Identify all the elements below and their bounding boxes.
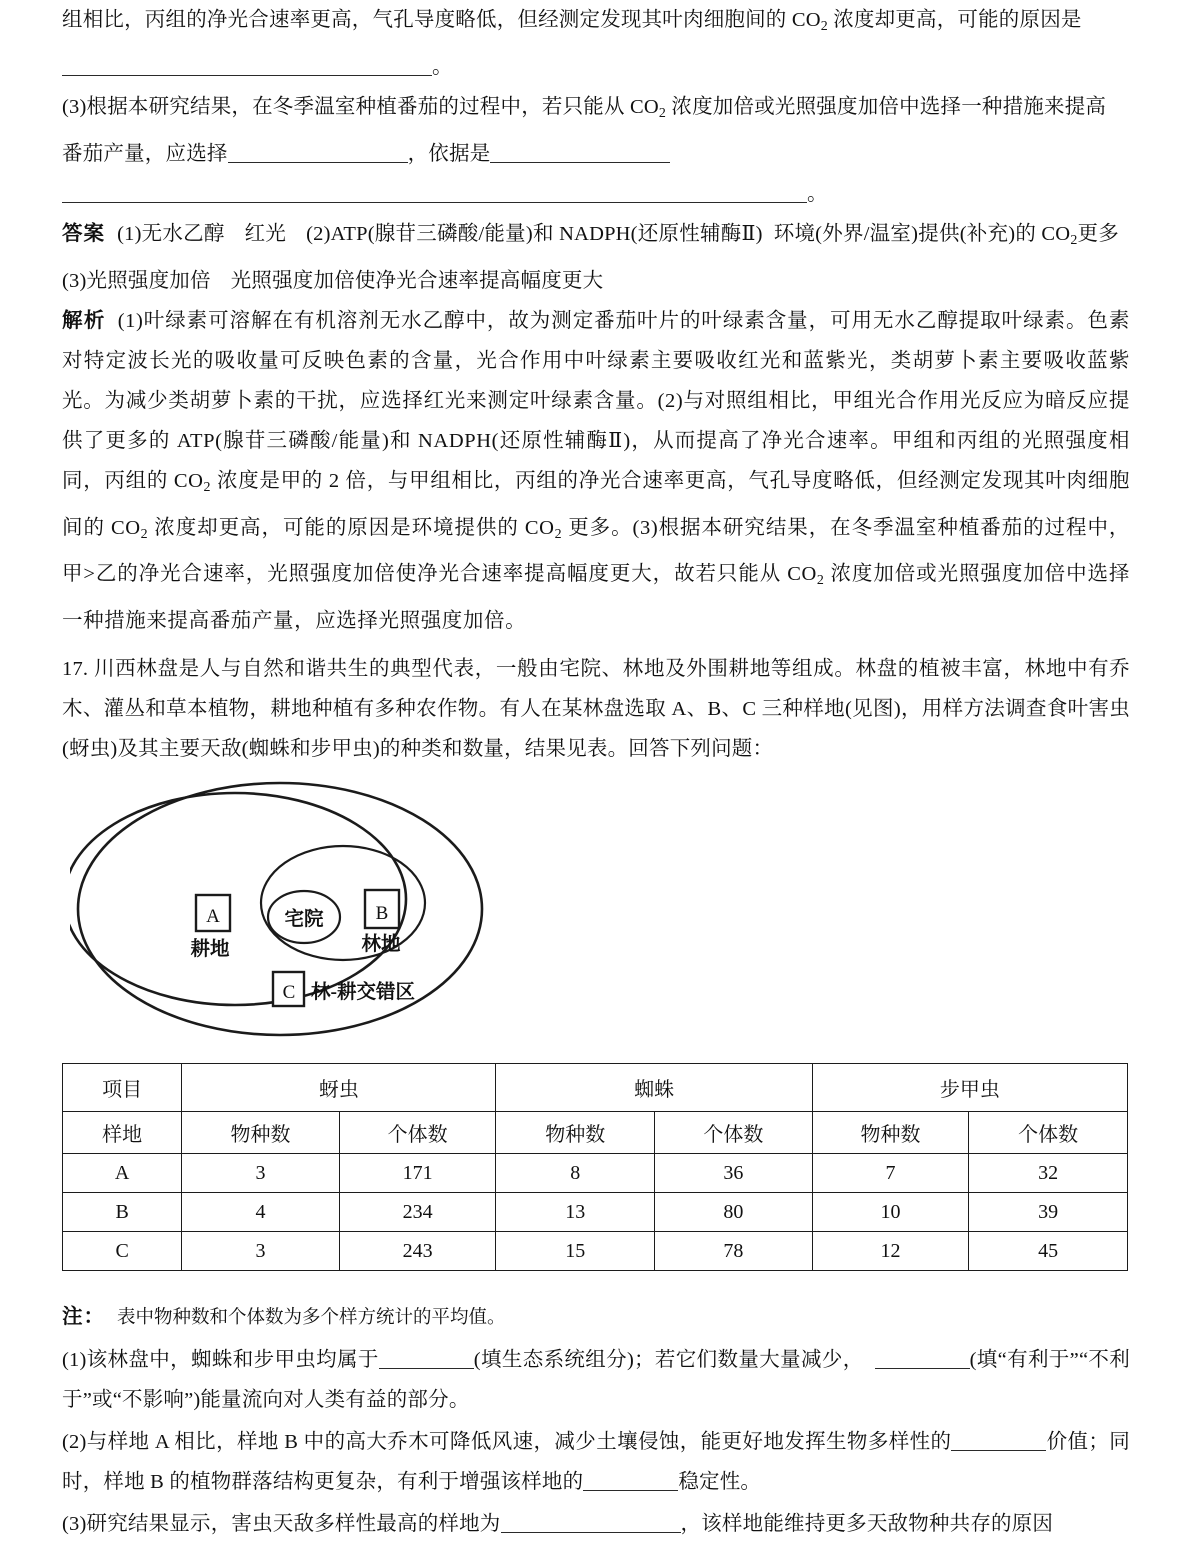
middle-ellipse-transition-zone (70, 793, 406, 1005)
caption-homestead: 宅院 (284, 909, 324, 931)
subq1-text-1: (1)该林盘中，蜘蛛和步甲虫均属于 (62, 1349, 379, 1372)
header-spider: 蜘蛛 (496, 1064, 812, 1112)
answer-blank-line-1 (62, 47, 1130, 87)
fill-blank[interactable] (501, 1515, 681, 1533)
cell-value: 78 (655, 1232, 813, 1271)
fill-blank[interactable] (228, 145, 408, 163)
cell-value: 45 (969, 1232, 1128, 1271)
cell-value: 4 (182, 1193, 340, 1232)
table-note (62, 1297, 1130, 1338)
table-row (63, 1193, 1128, 1232)
survey-data-table (62, 1063, 1128, 1271)
label-c: C (282, 982, 296, 1004)
q3-text-1: (3)根据本研究结果，在冬季温室种植番茄的过程中，若只能从 CO (62, 95, 659, 118)
cell-site: B (63, 1193, 182, 1232)
question-3-paragraph (62, 87, 1130, 134)
header-aphid: 蚜虫 (182, 1064, 496, 1112)
subq3-text-1: (3)研究结果显示，害虫天敌多样性最高的样地为 (62, 1513, 501, 1536)
cell-value: 32 (969, 1154, 1128, 1193)
analysis-section (62, 301, 1130, 642)
analysis-label: 解析 (62, 309, 106, 332)
note-text: 表中物种数和个体数为多个样方统计的平均值。 (117, 1308, 506, 1329)
table-sub-header-row (63, 1112, 1128, 1154)
subquestion-3 (62, 1504, 1130, 1544)
subq2-text-1: (2)与样地 A 相比，样地 B 中的高大乔木可降低风速，减少土壤侵蚀，能更好地发挥生物多样性的 (62, 1431, 952, 1454)
cell-value: 171 (339, 1154, 496, 1193)
linpan-diagram (62, 769, 1130, 1061)
cell-value: 243 (339, 1232, 496, 1271)
analysis-text-4: 更多。(3)根据本研究结果，在冬季温室种植番茄的过程中，甲>乙的净光合速率，光照强度加倍使净光合速率提高幅度更大，故若只能从 CO (62, 516, 1131, 586)
subheader-spider-individuals: 个体数 (655, 1112, 813, 1154)
caption-woodland: 林地 (361, 934, 401, 956)
co2-subscript-5: 2 (140, 526, 149, 542)
question-17-stem: 17. 川西林盘是人与自然和谐共生的典型代表，一般由宅院、林地及外围耕地等组成。林盘的植被丰富，林地中有乔木、灌丛和草本植物，耕地种植有多种农作物。有人在某林盘选取 A、B、C 三种样地(见图)，用样方法调查食叶害虫(蚜虫)及其主要天敌(蜘蛛和步甲虫)的种类和数量，结果见表。回答下列问题： (62, 658, 1130, 761)
page-content (62, 0, 1130, 1544)
answer-seg-2: 红光 (244, 222, 287, 245)
question-3-blanks-line (62, 134, 1130, 174)
note-label: 注： (62, 1306, 105, 1329)
carryover-text-2: 浓度却更高，可能的原因是 (827, 9, 1082, 31)
answer-seg-7: 光照强度加倍使净光合速率提高幅度更大 (230, 269, 604, 292)
label-b: B (375, 903, 389, 925)
header-ground-beetle: 步甲虫 (812, 1064, 1127, 1112)
table-row (63, 1154, 1128, 1193)
co2-subscript-2: 2 (658, 105, 667, 121)
period-2: 。 (807, 182, 828, 205)
header-item: 项目 (63, 1064, 182, 1112)
cell-value: 234 (339, 1193, 496, 1232)
period-1: 。 (432, 55, 453, 78)
cell-value: 7 (812, 1154, 969, 1193)
cell-value: 12 (812, 1232, 969, 1271)
subq2-text-3: 稳定性。 (678, 1471, 762, 1494)
label-a: A (206, 906, 220, 928)
answer-blank-line-2 (62, 174, 1130, 214)
cell-value: 10 (812, 1193, 969, 1232)
cell-value: 13 (496, 1193, 655, 1232)
q3-text-4: ，依据是 (407, 142, 491, 165)
cell-site: A (63, 1154, 182, 1193)
caption-farmland: 耕地 (190, 939, 230, 961)
fill-blank[interactable] (62, 58, 432, 76)
carryover-paragraph (62, 0, 1130, 47)
analysis-text-5: 浓度加倍或光照强度加倍中选择一种措施来提高番茄产量，应选择光照强度加倍。 (62, 563, 1130, 633)
fill-blank[interactable] (379, 1351, 474, 1369)
answer-seg-6: (3)光照强度加倍 (62, 269, 211, 292)
subheader-beetle-species: 物种数 (812, 1112, 969, 1154)
q3-text-2: 浓度加倍或光照强度加倍中选择一种措施来提高 (666, 95, 1107, 118)
answer-seg-5: 更多 (1077, 222, 1120, 245)
co2-subscript-1: 2 (820, 18, 828, 34)
cell-value: 36 (655, 1154, 813, 1193)
fill-blank[interactable] (62, 185, 807, 203)
analysis-text-2: 浓度是甲的 2 倍，与甲组相比，丙组的净光合速率更高，气孔导度略低，但经测定发现其叶肉细胞间的 CO (62, 469, 1130, 539)
answer-label: 答案 (62, 222, 106, 245)
analysis-text-3: 浓度却更高，可能的原因是环境提供的 CO (148, 516, 555, 539)
fill-blank[interactable] (583, 1473, 678, 1491)
subheader-aphid-individuals: 个体数 (339, 1112, 496, 1154)
co2-subscript-3: 2 (1070, 232, 1078, 248)
cell-value: 15 (496, 1232, 655, 1271)
cell-value: 80 (655, 1193, 813, 1232)
answer-seg-4: 环境(外界/温室)提供(补充)的 CO (773, 222, 1071, 245)
cell-site: C (63, 1232, 182, 1271)
cell-value: 3 (182, 1232, 340, 1271)
subheader-spider-species: 物种数 (496, 1112, 655, 1154)
co2-subscript-4: 2 (203, 479, 212, 495)
co2-subscript-7: 2 (816, 573, 825, 589)
cell-value: 39 (969, 1193, 1128, 1232)
co2-subscript-6: 2 (554, 526, 563, 542)
fill-blank[interactable] (490, 145, 670, 163)
subquestion-2 (62, 1422, 1130, 1502)
caption-transition-zone: 林-耕交错区 (311, 982, 415, 1004)
cell-value: 8 (496, 1154, 655, 1193)
fill-blank[interactable] (875, 1351, 970, 1369)
fill-blank[interactable] (951, 1433, 1046, 1451)
subheader-beetle-individuals: 个体数 (969, 1112, 1128, 1154)
subq1-text-2: (填生态系统组分)；若它们数量大量减少， (473, 1349, 864, 1372)
table-row (63, 1232, 1128, 1271)
answer-section (62, 214, 1130, 301)
subq2-text-2: 价值；同时，样地 B 的植物群落结构更复杂，有利于增强该样地的 (62, 1431, 1130, 1494)
linpan-diagram-svg (70, 775, 590, 1057)
carryover-text-1: 组相比，丙组的净光合速率更高，气孔导度略低，但经测定发现其叶肉细胞间的 CO (62, 9, 821, 31)
cell-value: 3 (182, 1154, 340, 1193)
table-group-header-row (63, 1064, 1128, 1112)
subq1-text-3: (填“有利于”“不利于”或“不影响”)能量流向对人类有益的部分。 (62, 1349, 1131, 1412)
q3-text-3: 番茄产量，应选择 (62, 142, 228, 165)
subq3-text-2: ，该样地能维持更多天敌物种共存的原因 (680, 1513, 1054, 1536)
subquestion-1 (62, 1340, 1130, 1420)
answer-seg-3: (2)ATP(腺苷三磷酸/能量)和 NADPH(还原性辅酶Ⅱ) (306, 222, 763, 245)
survey-data-table-wrapper (62, 1063, 1130, 1271)
subheader-aphid-species: 物种数 (182, 1112, 340, 1154)
analysis-text-1: (1)叶绿素可溶解在有机溶剂无水乙醇中，故为测定番茄叶片的叶绿素含量，可用无水乙醇提取叶绿素。色素对特定波长光的吸收量可反映色素的含量，光合作用中叶绿素主要吸收红光和蓝紫光，类胡萝卜素主要吸收蓝紫光。为减少类胡萝卜素的干扰，应选择红光来测定叶绿素含量。(2)与对照组相比，甲组光合作用光反应为暗反应提供了更多的 ATP(腺苷三磷酸/能量)和 NADPH(还原性辅酶Ⅱ)，从而提高了净光合速率。甲组和丙组的光照强度相同，丙组的 CO (62, 309, 1130, 492)
answer-seg-1: (1)无水乙醇 (117, 222, 225, 245)
subheader-site: 样地 (63, 1112, 182, 1154)
